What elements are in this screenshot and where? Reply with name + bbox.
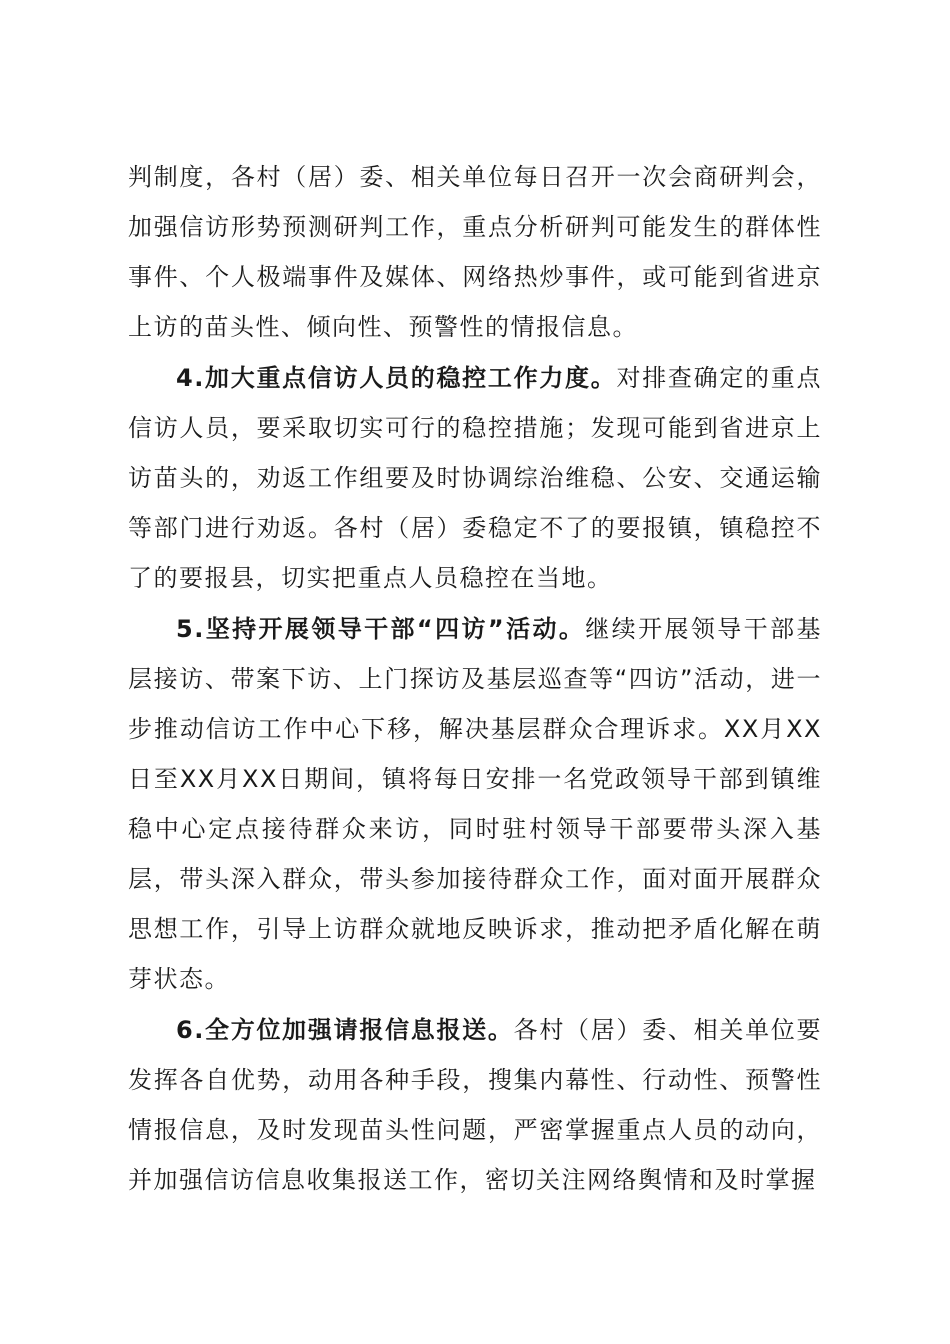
paragraph-item-6-heading: 6.全方位加强请报信息报送。 <box>176 1016 514 1044</box>
paragraph-item-4-heading: 4.加大重点信访人员的稳控工作力度。 <box>176 364 617 392</box>
paragraph-item-5 <box>128 604 822 1004</box>
paragraph-1-body: 判制度，各村（居）委、相关单位每日召开一次会商研判会，加强信访形势预测研判工作，重点分析研判可能发生的群体性事件、个人极端事件及媒体、网络热炒事件，或可能到省进京上访的苗头性、倾向性、预警性的情报信息。 <box>128 163 822 341</box>
paragraph-item-4-body: 对排查确定的重点信访人员，要采取切实可行的稳控措施；发现可能到省进京上访苗头的，劝返工作组要及时协调综治维稳、公安、交通运输等部门进行劝返。各村（居）委稳定不了的要报镇，镇稳控不了的要报县，切实把重点人员稳控在当地。 <box>128 364 822 592</box>
paragraph-item-4 <box>128 353 822 603</box>
paragraph-item-5-heading: 5.坚持开展领导干部“四访”活动。 <box>176 615 586 643</box>
paragraph-continuation <box>128 152 822 352</box>
paragraph-item-6 <box>128 1005 822 1205</box>
document-body <box>128 152 822 1206</box>
paragraph-item-5-body: 继续开展领导干部基层接访、带案下访、上门探访及基层巡查等“四访”活动，进一步推动信访工作中心下移，解决基层群众合理诉求。XX月XX日至XX月XX日期间，镇将每日安排一名党政领导干部到镇维稳中心定点接待群众来访，同时驻村领导干部要带头深入基层，带头深入群众，带头参加接待群众工作，面对面开展群众思想工作，引导上访群众就地反映诉求，推动把矛盾化解在萌芽状态。 <box>128 615 822 993</box>
paragraph-item-6-body: 各村（居）委、相关单位要发挥各自优势，动用各种手段，搜集内幕性、行动性、预警性情报信息，及时发现苗头性问题，严密掌握重点人员的动向，并加强信访信息收集报送工作，密切关注网络舆情和及时掌握 <box>128 1016 822 1194</box>
